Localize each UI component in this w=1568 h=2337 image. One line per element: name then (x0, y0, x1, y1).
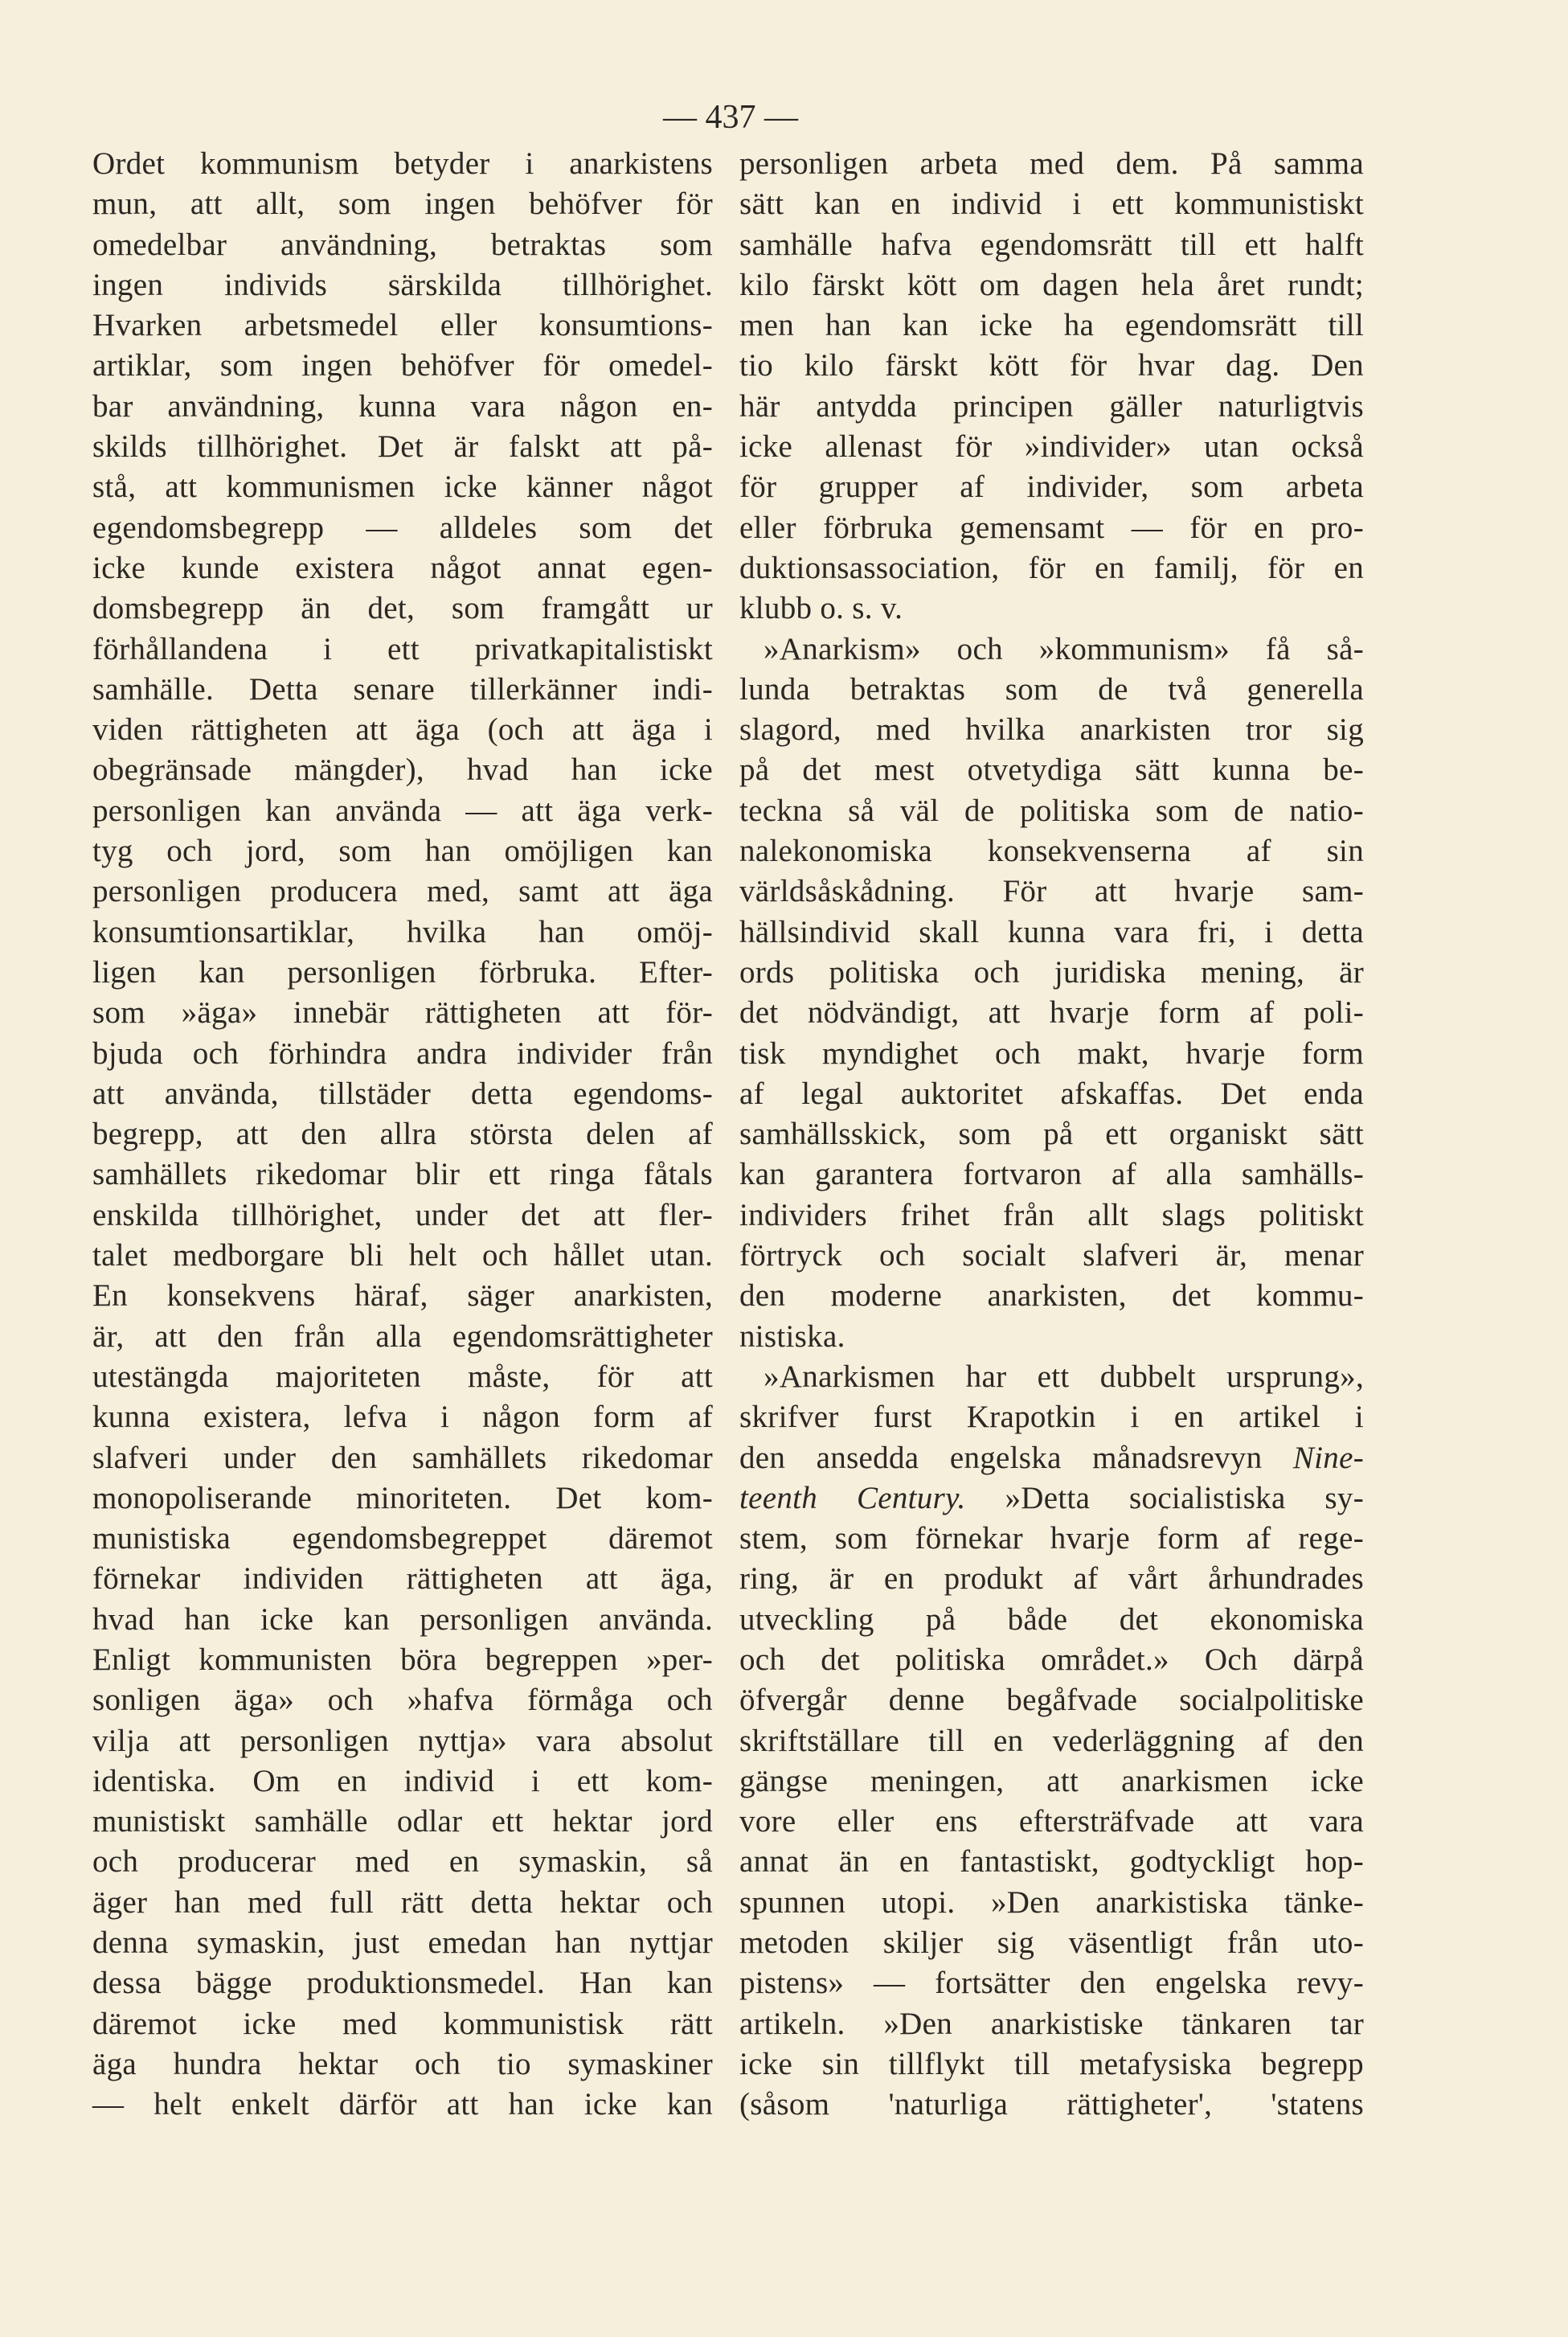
text-line: vore eller ens eftersträfvade att vara (739, 1804, 1364, 1839)
text-line: samhälle. Detta senare tillerkänner indi- (92, 671, 713, 707)
text-segment: den ansedda engelska månadsrevyn (739, 1440, 1293, 1475)
text-line: ligen kan personligen förbruka. Efter- (92, 954, 713, 990)
text-line: enskilda tillhörighet, under det att fler- (92, 1197, 713, 1232)
text-line: identiska. Om en individ i ett kom- (92, 1763, 713, 1798)
text-line: på det mest otvetydiga sätt kunna be- (739, 752, 1364, 788)
text-line: äga hundra hektar och tio symaskiner (92, 2046, 713, 2081)
text-line: begrepp, att den allra största delen af (92, 1117, 713, 1152)
text-line: kunna existera, lefva i någon form af (92, 1400, 713, 1435)
text-line: eller förbruka gemensamt — för en pro- (739, 510, 1364, 545)
text-line: kan garantera fortvaron af alla samhälls- (739, 1157, 1364, 1192)
text-line: dessa bägge produktionsmedel. Han kan (92, 1966, 713, 2001)
text-line: (såsom 'naturliga rättigheter', 'statens (739, 2087, 1364, 2122)
text-line: skilds tillhörighet. Det är falskt att på- (92, 429, 713, 465)
text-line: ords politiska och juridiska mening, är (739, 954, 1364, 990)
text-line: den moderne anarkisten, det kommu- (739, 1278, 1364, 1314)
text-line: samhälle hafva egendomsrätt till ett halft (739, 227, 1364, 262)
text-line: teckna så väl de politiska som de natio- (739, 793, 1364, 828)
text-line: tio kilo färskt kött för hvar dag. Den (739, 348, 1364, 383)
text-line: hvad han icke kan personligen använda. (92, 1601, 713, 1637)
text-line: artiklar, som ingen behöfver för omedel- (92, 348, 713, 383)
text-line: duktionsassociation, för en familj, för en (739, 550, 1364, 585)
text-line: slafveri under den samhällets rikedomar (92, 1440, 713, 1475)
text-line: metoden skiljer sig väsentligt från uto- (739, 1925, 1364, 1961)
text-line: obegränsade mängder), hvad han icke (92, 752, 713, 788)
text-line: för grupper af individer, som arbeta (739, 469, 1364, 505)
text-line: är, att den från alla egendomsrättigheter (92, 1318, 713, 1354)
text-line: skrifver furst Krapotkin i en artikel i (739, 1400, 1364, 1435)
text-line: ring, är en produkt af vårt århundrades (739, 1561, 1364, 1597)
text-line: stem, som förnekar hvarje form af rege- (739, 1521, 1364, 1556)
page-number: — 437 — (663, 99, 798, 136)
text-line: konsumtionsartiklar, hvilka han omöj- (92, 914, 713, 949)
text-line: att använda, tillstäder detta egendoms- (92, 1076, 713, 1111)
left-column (92, 144, 713, 2126)
text-line: klubb o. s. v. (739, 591, 903, 626)
text-line: viden rättigheten att äga (och att äga i (92, 712, 713, 748)
italic-title: Nine- (1292, 1440, 1364, 1475)
text-line (739, 1438, 1364, 1478)
text-line: — helt enkelt därför att han icke kan (92, 2087, 713, 2122)
text-line: annat än en fantastiskt, godtyckligt hop- (739, 1844, 1364, 1880)
text-line: som »äga» innebär rättigheten att för- (92, 995, 713, 1031)
text-line: öfvergår denne begåfvade socialpolitiske (739, 1683, 1364, 1718)
text-line: utestängda majoriteten måste, för att (92, 1359, 713, 1394)
text-line: nalekonomiska konsekvenserna af sin (739, 834, 1364, 869)
text-line: Ordet kommunism betyder i anarkistens (92, 146, 713, 181)
italic-title: teenth Century. (739, 1480, 966, 1515)
text-line: En konsekvens häraf, säger anarkisten, (92, 1278, 713, 1314)
text-line: förnekar individen rättigheten att äga, (92, 1561, 713, 1597)
text-line: denna symaskin, just emedan han nyttjar (92, 1925, 713, 1961)
text-line: hällsindivid skall kunna vara fri, i detta (739, 914, 1364, 949)
text-line: kilo färskt kött om dagen hela året rundt; (739, 267, 1364, 302)
text-line: af legal auktoritet afskaffas. Det enda (739, 1076, 1364, 1111)
text-line: här antydda principen gäller naturligtvis (739, 388, 1364, 424)
text-line: personligen producera med, samt att äga (92, 874, 713, 909)
text-line: »Anarkism» och »kommunism» få så- (764, 631, 1364, 666)
text-line: och det politiska området.» Och därpå (739, 1642, 1364, 1677)
text-line: bar användning, kunna vara någon en- (92, 388, 713, 424)
text-line: skriftställare till en vederläggning af den (739, 1723, 1364, 1758)
text-line: egendomsbegrepp — alldeles som det (92, 510, 713, 545)
text-line: Hvarken arbetsmedel eller konsumtions- (92, 308, 713, 343)
text-line: men han kan icke ha egendomsrätt till (739, 308, 1364, 343)
text-line: gängse meningen, att anarkismen icke (739, 1763, 1364, 1798)
text-line: pistens» — fortsätter den engelska revy- (739, 1966, 1364, 2001)
text-line: talet medborgare bli helt och hållet utan. (92, 1238, 713, 1273)
text-line: utveckling på både det ekonomiska (739, 1601, 1364, 1637)
text-line: personligen kan använda — att äga verk- (92, 793, 713, 828)
text-line: samhällets rikedomar blir ett ringa fåtals (92, 1157, 713, 1192)
text-line: vilja att personligen nyttja» vara absolut (92, 1723, 713, 1758)
text-line: världsåskådning. För att hvarje sam- (739, 874, 1364, 909)
text-line: däremot icke med kommunistisk rätt (92, 2006, 713, 2041)
text-line: ingen individs särskilda tillhörighet. (92, 267, 713, 302)
text-line: förhållandena i ett privatkapitalistiskt (92, 631, 713, 666)
text-line: mun, att allt, som ingen behöfver för (92, 187, 713, 222)
text-line: det nödvändigt, att hvarje form af poli- (739, 995, 1364, 1031)
text-line: »Anarkismen har ett dubbelt ursprung», (764, 1359, 1364, 1394)
text-line: icke allenast för »individer» utan också (739, 429, 1364, 465)
right-column (739, 144, 1364, 2126)
text-line: nistiska. (739, 1318, 845, 1354)
text-line: slagord, med hvilka anarkisten tror sig (739, 712, 1364, 748)
text-line: artikeln. »Den anarkistiske tänkaren tar (739, 2006, 1364, 2041)
text-line: individers frihet från allt slags politiskt (739, 1197, 1364, 1232)
text-line: monopoliserande minoriteten. Det kom- (92, 1480, 713, 1515)
text-line: munistiska egendomsbegreppet däremot (92, 1521, 713, 1556)
text-line: domsbegrepp än det, som framgått ur (92, 591, 713, 626)
text-line: samhällsskick, som på ett organiskt sätt (739, 1117, 1364, 1152)
text-line: icke sin tillflykt till metafysiska begrepp (739, 2046, 1364, 2081)
text-line: äger han med full rätt detta hektar och (92, 1884, 713, 1920)
text-line: sätt kan en individ i ett kommunistiskt (739, 187, 1364, 222)
text-line: bjuda och förhindra andra individer från (92, 1035, 713, 1071)
text-line: icke kunde existera något annat egen- (92, 550, 713, 585)
text-line: spunnen utopi. »Den anarkistiska tänke- (739, 1884, 1364, 1920)
text-line: munistiskt samhälle odlar ett hektar jord (92, 1804, 713, 1839)
text-line: personligen arbeta med dem. På samma (739, 146, 1364, 181)
text-line (739, 1478, 1364, 1519)
text-line: förtryck och socialt slafveri är, menar (739, 1238, 1364, 1273)
text-line: omedelbar användning, betraktas som (92, 227, 713, 262)
text-line: tisk myndighet och makt, hvarje form (739, 1035, 1364, 1071)
text-line: Enligt kommunisten böra begreppen »per- (92, 1642, 713, 1677)
text-segment: »Detta socialistiska sy- (965, 1480, 1364, 1515)
text-line: sonligen äga» och »hafva förmåga och (92, 1683, 713, 1718)
text-line: tyg och jord, som han omöjligen kan (92, 834, 713, 869)
text-line: lunda betraktas som de två generella (739, 671, 1364, 707)
text-line: stå, att kommunismen icke känner något (92, 469, 713, 505)
text-line: och producerar med en symaskin, så (92, 1844, 713, 1880)
